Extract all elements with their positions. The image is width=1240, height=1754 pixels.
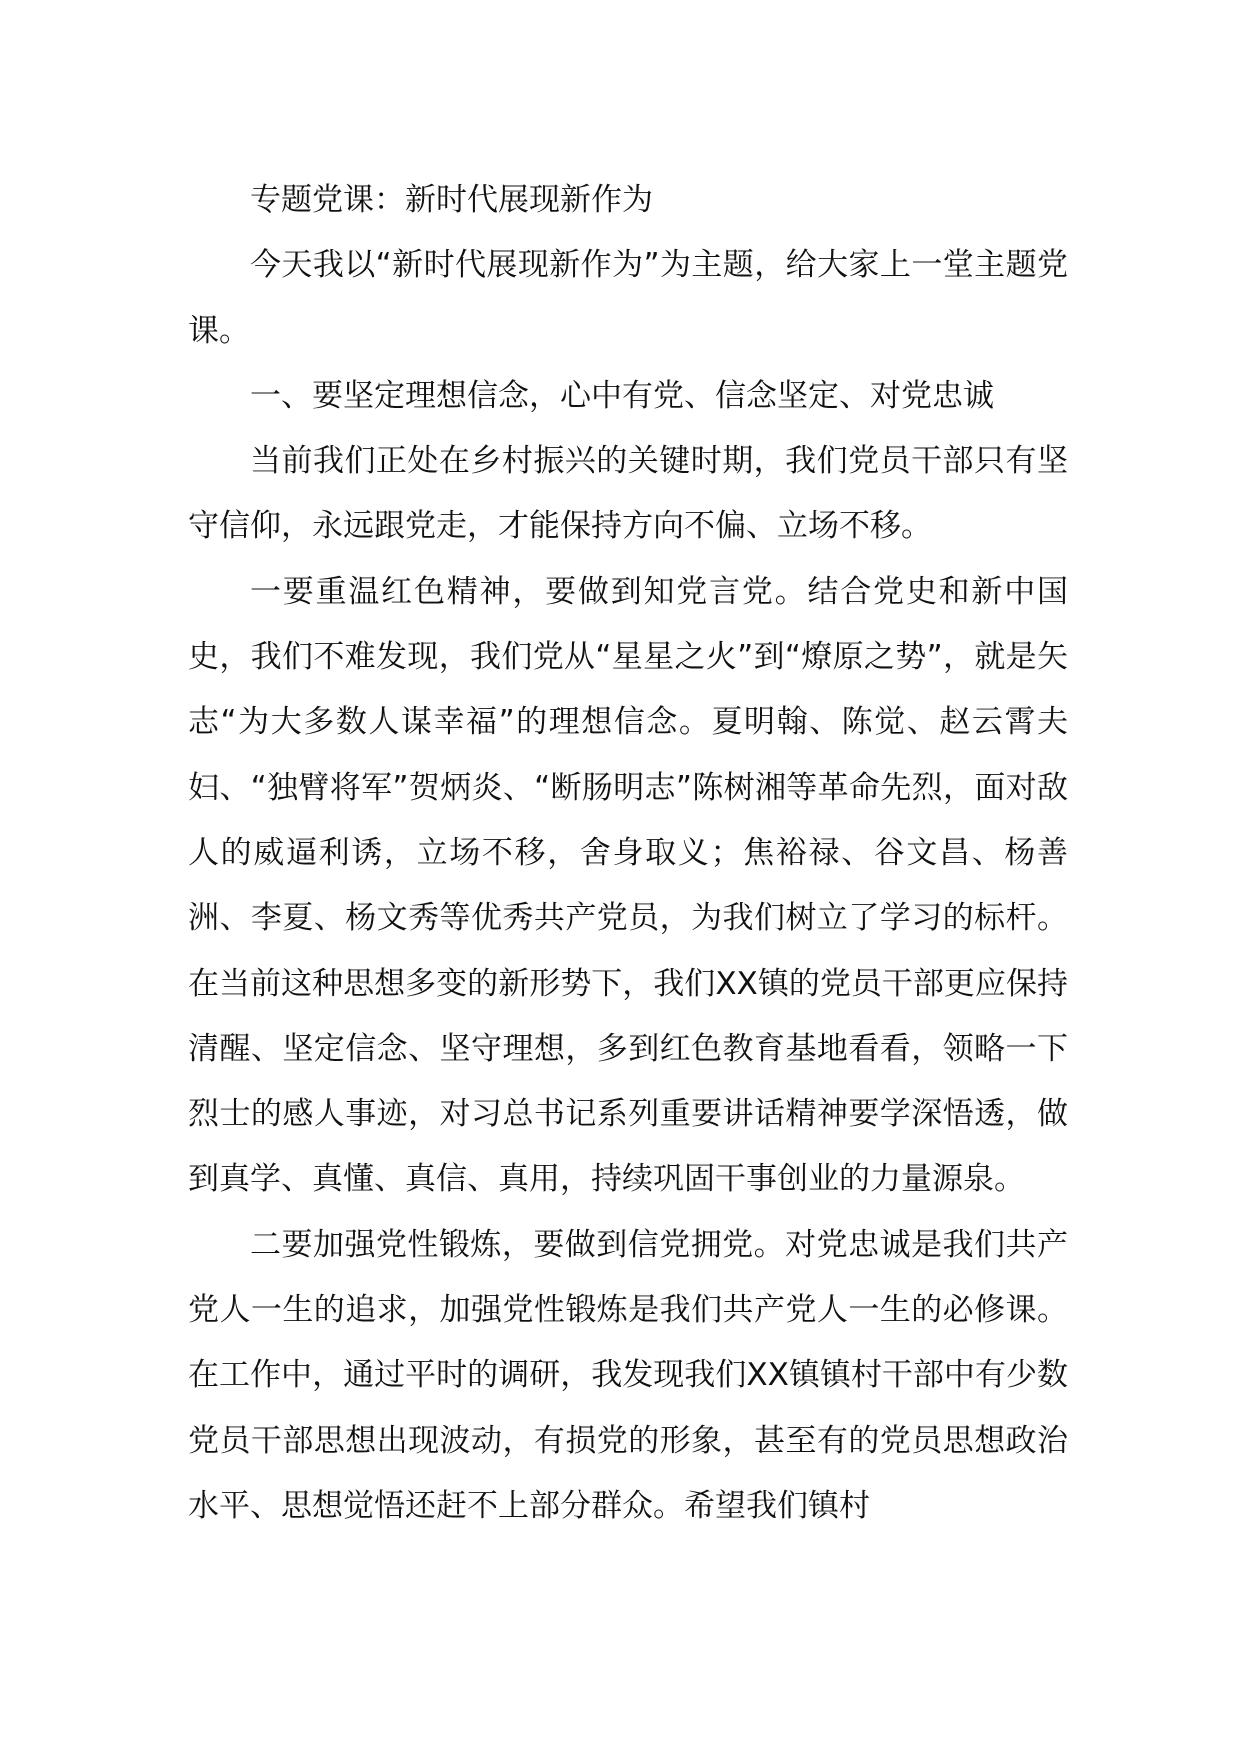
- document-body: [188, 168, 1068, 1539]
- paragraph-point-1: 一要重温红色精神，要做到知党言党。结合党史和新中国史，我们不难发现，我们党从“星星之火”到“燎原之势”，就是矢志“为大多数人谋幸福”的理想信念。夏明翰、陈觉、赵云霄夫妇、“独臂将军”贺炳炎、“断肠明志”陈树湘等革命先烈，面对敌人的威逼利诱，立场不移，舍身取义；焦裕禄、谷文昌、杨善洲、李夏、杨文秀等优秀共产党员，为我们树立了学习的标杆。在当前这种思想多变的新形势下，我们XX镇的党员干部更应保持清醒、坚定信念、坚守理想，多到红色教育基地看看，领略一下烈士的感人事迹，对习总书记系列重要讲话精神要学深悟透，做到真学、真懂、真信、真用，持续巩固干事创业的力量源泉。: [188, 573, 1068, 1198]
- document-title: 专题党课：新时代展现新作为: [250, 182, 653, 218]
- paragraph-point-2: 二要加强党性锻炼，要做到信党拥党。对党忠诚是我们共产党人一生的追求，加强党性锻炼是我们共产党人一生的必修课。在工作中，通过平时的调研，我发现我们XX镇镇村干部中有少数党员干部思想出现波动，有损党的形象，甚至有的党员思想政治水平、思想觉悟还赶不上部分群众。希望我们镇村: [188, 1226, 1068, 1524]
- paragraph-context: 当前我们正处在乡村振兴的关键时期，我们党员干部只有坚守信仰，永远跟党走，才能保持方向不偏、立场不移。: [188, 443, 1068, 545]
- paragraph-intro: 今天我以“新时代展现新作为”为主题，给大家上一堂主题党课。: [188, 247, 1068, 349]
- section-heading-1: 一、要坚定理想信念，心中有党、信念坚定、对党忠诚: [250, 377, 994, 414]
